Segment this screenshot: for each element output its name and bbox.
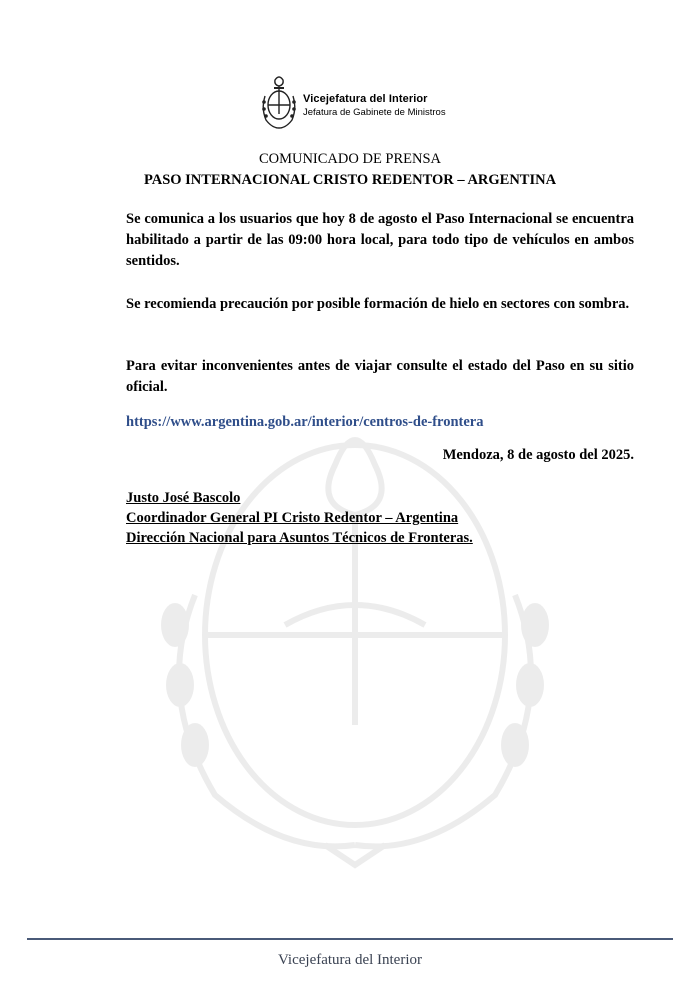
paragraph-status: Se comunica a los usuarios que hoy 8 de agosto el Paso Internacional se encuentra habilitado a partir de las 09:00 hora local, para todo tipo de vehículos en ambos sentidos. [126,211,634,269]
document-subtitle: PASO INTERNACIONAL CRISTO REDENTOR – ARGENTINA [143,172,557,188]
letterhead [259,72,519,136]
place-date: Mendoza, 8 de agosto del 2025. [442,447,634,463]
footer-text: Vicejefatura del Interior [277,952,423,968]
org-subtitle: Jefatura de Gabinete de Ministros [303,107,446,118]
signature-block [126,488,473,548]
signer-name: Justo José Bascolo [126,490,241,506]
signer-role: Coordinador General PI Cristo Redentor – Argentina [126,510,459,526]
coat-of-arms-icon [259,72,299,134]
signer-department: Dirección Nacional para Asuntos Técnicos de Fronteras. [126,530,473,546]
footer-divider [27,938,673,940]
org-name: Vicejefatura del Interior [303,93,428,105]
document-title: COMUNICADO DE PRENSA [258,151,442,167]
coat-of-arms-watermark [135,395,575,875]
paragraph-advice: Para evitar inconvenientes antes de viajar consulte el estado del Paso en su sitio oficial. [126,358,634,395]
official-site-link[interactable]: https://www.argentina.gob.ar/interior/centros-de-frontera [126,414,484,430]
paragraph-warning: Se recomienda precaución por posible formación de hielo en sectores con sombra. [126,296,630,312]
